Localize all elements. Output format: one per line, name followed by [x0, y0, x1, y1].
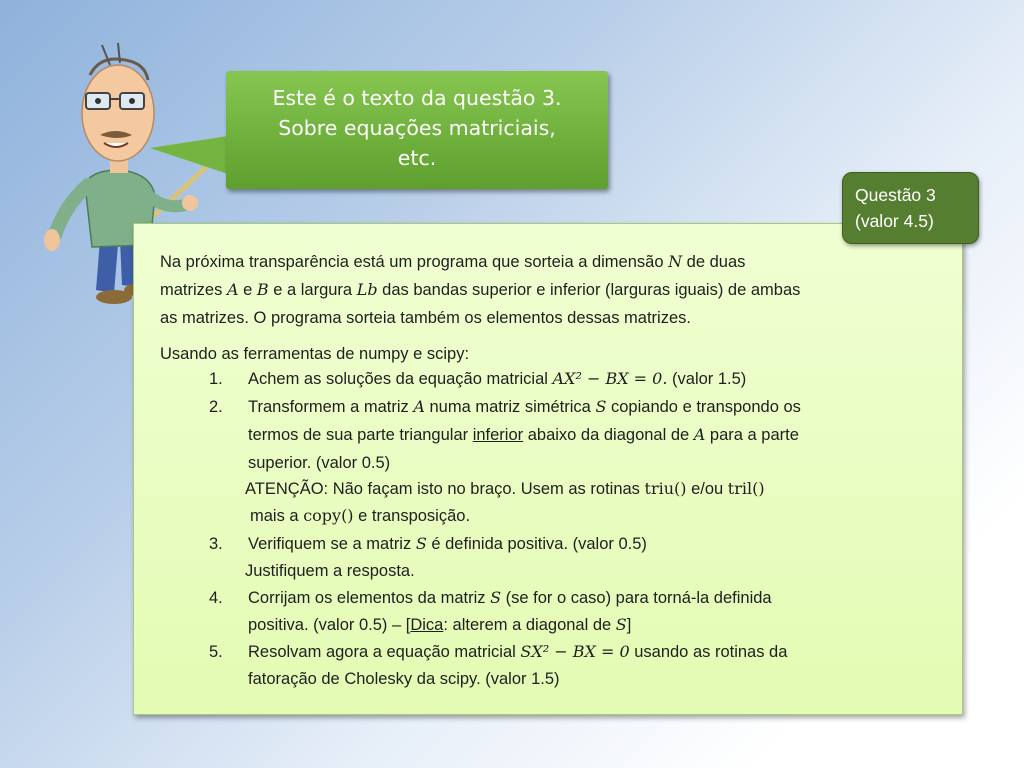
bubble-line-3: etc.: [397, 146, 437, 170]
item-2-line-1: Transformem a matriz A numa matriz simétrica S copiando e transpondo os: [248, 397, 801, 416]
item-number-1: 1.: [209, 370, 223, 388]
item-3-line-2: Justifiquem a resposta.: [245, 562, 415, 580]
item-5-line-2: fatoração de Cholesky da scipy. (valor 1.5): [248, 670, 560, 688]
badge-line-1: Questão 3: [855, 185, 936, 205]
item-number-4: 4.: [209, 589, 223, 607]
item-3-line-1: Verifiquem se a matriz S é definida positiva. (valor 0.5): [248, 534, 647, 553]
item-1-text: Achem as soluções da equação matricial AX² − BX = 0. (valor 1.5): [248, 369, 747, 388]
item-number-5: 5.: [209, 643, 223, 661]
item-4-line-2: positiva. (valor 0.5) – [Dica: alterem a diagonal de S]: [248, 615, 632, 634]
atencao-line-1: ATENÇÃO: Não façam isto no braço. Usem as rotinas triu() e/ou tril(): [245, 479, 765, 498]
item-5-line-1: Resolvam agora a equação matricial SX² − BX = 0 usando as rotinas da: [248, 642, 788, 661]
badge-line-2: (valor 4.5): [855, 211, 934, 231]
intro-line-1: Na próxima transparência está um programa que sorteia a dimensão N de duas: [160, 252, 746, 271]
bubble-line-2: Sobre equações matriciais,: [278, 116, 556, 140]
item-2-line-3: superior. (valor 0.5): [248, 454, 391, 472]
speech-bubble-tail: [150, 136, 228, 174]
question-card: [133, 223, 963, 715]
atencao-line-2: mais a copy() e transposição.: [250, 506, 471, 525]
bubble-line-1: Este é o texto da questão 3.: [272, 86, 562, 110]
usando-line: Usando as ferramentas de numpy e scipy:: [160, 345, 470, 363]
item-number-2: 2.: [209, 398, 223, 416]
intro-line-3: as matrizes. O programa sorteia também os elementos dessas matrizes.: [160, 309, 691, 327]
item-4-line-1: Corrijam os elementos da matriz S (se for o caso) para torná-la definida: [248, 588, 772, 607]
question-value-badge: [842, 172, 979, 244]
item-2-line-2: termos de sua parte triangular inferior abaixo da diagonal de A para a parte: [248, 425, 799, 444]
item-number-3: 3.: [209, 535, 223, 553]
intro-line-2: matrizes A e B e a largura Lb das bandas superior e inferior (larguras iguais) de ambas: [160, 280, 801, 299]
speech-bubble: [226, 71, 608, 189]
